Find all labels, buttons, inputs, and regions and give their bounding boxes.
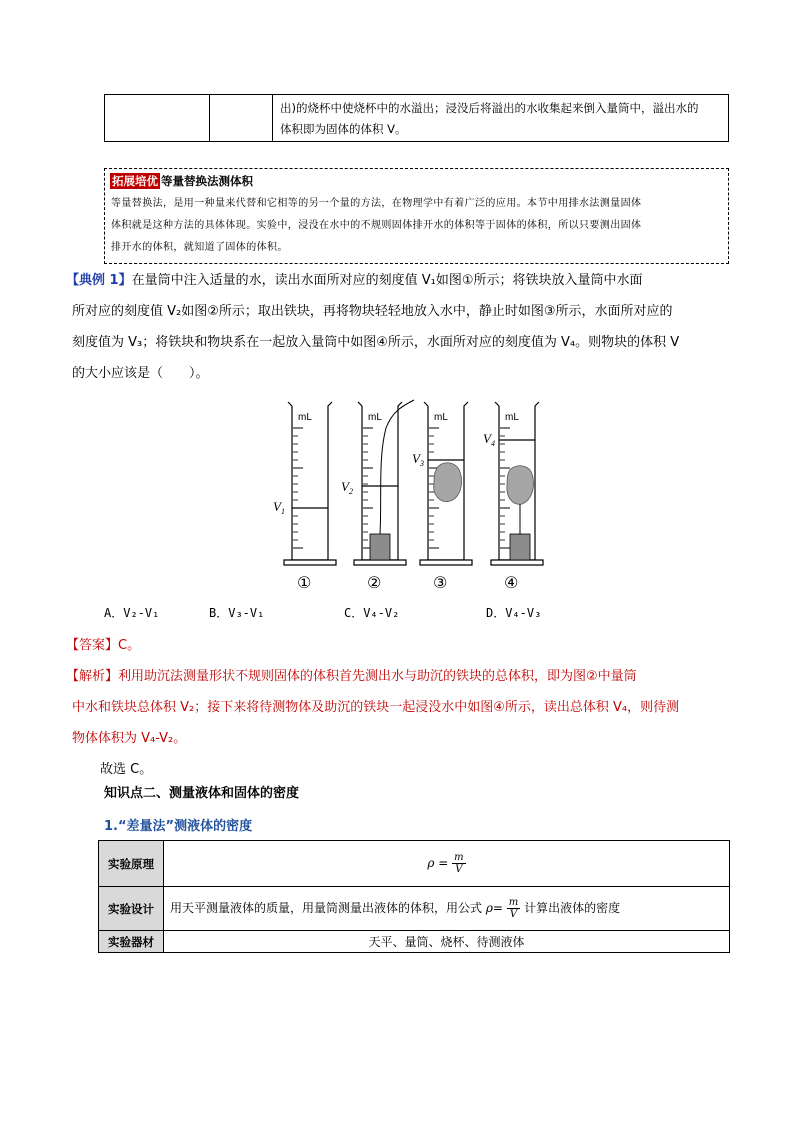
analysis-line: 中水和铁块总体积 V₂；接下来将待测物体及助沉的铁块一起浸没水中如图④所示，读出总体积 V₄，则待测 [72,700,680,715]
rho-symbol: ρ [485,901,493,915]
table-cell-empty [210,95,273,141]
volume-label: $V_4$ [483,431,495,448]
row-header: 实验设计 [99,887,164,931]
example-text: 在量筒中注入适量的水，读出水面所对应的刻度值 V₁如图①所示；将铁块放入量筒中水面 [131,273,643,288]
cylinder-3 [412,402,472,592]
iron-block [510,534,530,560]
table-row [99,931,730,953]
rho-symbol: ρ [427,856,435,870]
design-cell [164,887,730,931]
unit-label: mL [434,412,448,423]
answer-tag: 【答案】 [66,638,119,653]
analysis-text: 利用助沉法测量形状不规则固体的体积首先测出水与助沉的铁块的总体积，即为图②中量筒 [118,669,637,684]
example-line: 所对应的刻度值 V₂如图②所示；取出铁块，再将物块轻轻地放入水中，静止时如图③所示，水面所对应的 [72,304,673,319]
equals-sign: = [438,856,449,870]
formula-cell [164,841,730,887]
example-line: 刻度值为 V₃；将铁块和物块系在一起放入量筒中如图④所示，水面所对应的刻度值为 V₄。则物块的体积 V [72,335,680,350]
cylinder-4 [483,402,543,592]
example-paragraph [66,265,734,389]
expansion-line: 排开水的体积，就知道了固体的体积。 [111,242,288,253]
continuation-table [104,94,729,142]
cylinders-figure [262,398,552,594]
example-tag: 【典例 1】 [66,273,132,288]
object-block [507,466,534,505]
denominator: V [455,864,463,875]
volume-label: $V_3$ [412,451,424,468]
analysis-line: 物体体积为 V₄-V₂。 [72,731,187,746]
volume-label: $V_1$ [273,499,285,516]
conclusion: 故选 C。 [100,762,153,777]
answer-text: C。 [118,638,141,653]
row-header: 实验原理 [99,841,164,887]
table-cell-text [280,98,725,140]
equals-sign: = [492,901,503,915]
expansion-header [110,173,253,189]
fraction [507,897,520,920]
section-heading: 知识点二、测量液体和固体的密度 [104,786,300,801]
object-block [434,463,462,502]
expansion-badge: 拓展培优 [112,174,158,188]
cylinder-1 [273,402,336,592]
expansion-title: 等量替换法测体积 [161,174,253,188]
unit-label: mL [505,412,519,423]
table-cell-empty [105,95,210,141]
fraction [452,852,465,875]
figure-number: ② [367,573,382,592]
unit-label: mL [298,412,312,423]
row-header: 实验器材 [99,931,164,953]
string [380,400,414,534]
equipment-cell: 天平、量筒、烧杯、待测液体 [164,931,730,953]
iron-block [370,534,390,560]
example-line: 的大小应该是（ ）。 [72,366,209,381]
option-c: C．V₄-V₂ [344,606,400,620]
table-line: 体积即为固体的体积 V。 [280,122,407,136]
figure-number: ④ [504,573,519,592]
table-row [99,841,730,887]
volume-label: $V_2$ [341,479,353,496]
figure-number: ① [297,573,312,592]
expansion-body [111,193,723,259]
numerator: m [508,897,519,908]
option-d: D．V₄-V₃ [486,606,542,620]
density-table [98,840,730,953]
option-a: A．V₂-V₁ [104,606,160,620]
numerator: m [454,852,464,863]
cylinder-2 [341,400,414,592]
sub-heading: 1.“差量法”测液体的密度 [104,819,253,834]
unit-label: mL [368,412,382,423]
example-line [66,265,734,296]
analysis-tag: 【解析】 [66,669,119,684]
design-text-after: 计算出液体的密度 [524,901,621,915]
table-row [99,887,730,931]
figure-number: ③ [433,573,448,592]
analysis-line [66,661,734,692]
analysis-paragraph [66,661,734,754]
denominator: V [509,909,518,920]
answer-line [66,630,734,661]
design-text: 用天平测量液体的质量，用量筒测量出液体的体积，用公式 [170,901,483,915]
option-b: B．V₃-V₁ [209,606,265,620]
expansion-line: 等量替换法，是用一种量来代替和它相等的另一个量的方法，在物理学中有着广泛的应用。本节中用排水法测量固体 [111,198,642,209]
expansion-box [104,168,729,264]
expansion-line: 体积就是这种方法的具体体现。实验中，浸没在水中的不规则固体排开水的体积等于固体的体积，所以只要测出固体 [111,220,642,231]
table-line: 出)的烧杯中使烧杯中的水溢出；浸没后将溢出的水收集起来倒入量筒中，溢出水的 [280,101,699,115]
